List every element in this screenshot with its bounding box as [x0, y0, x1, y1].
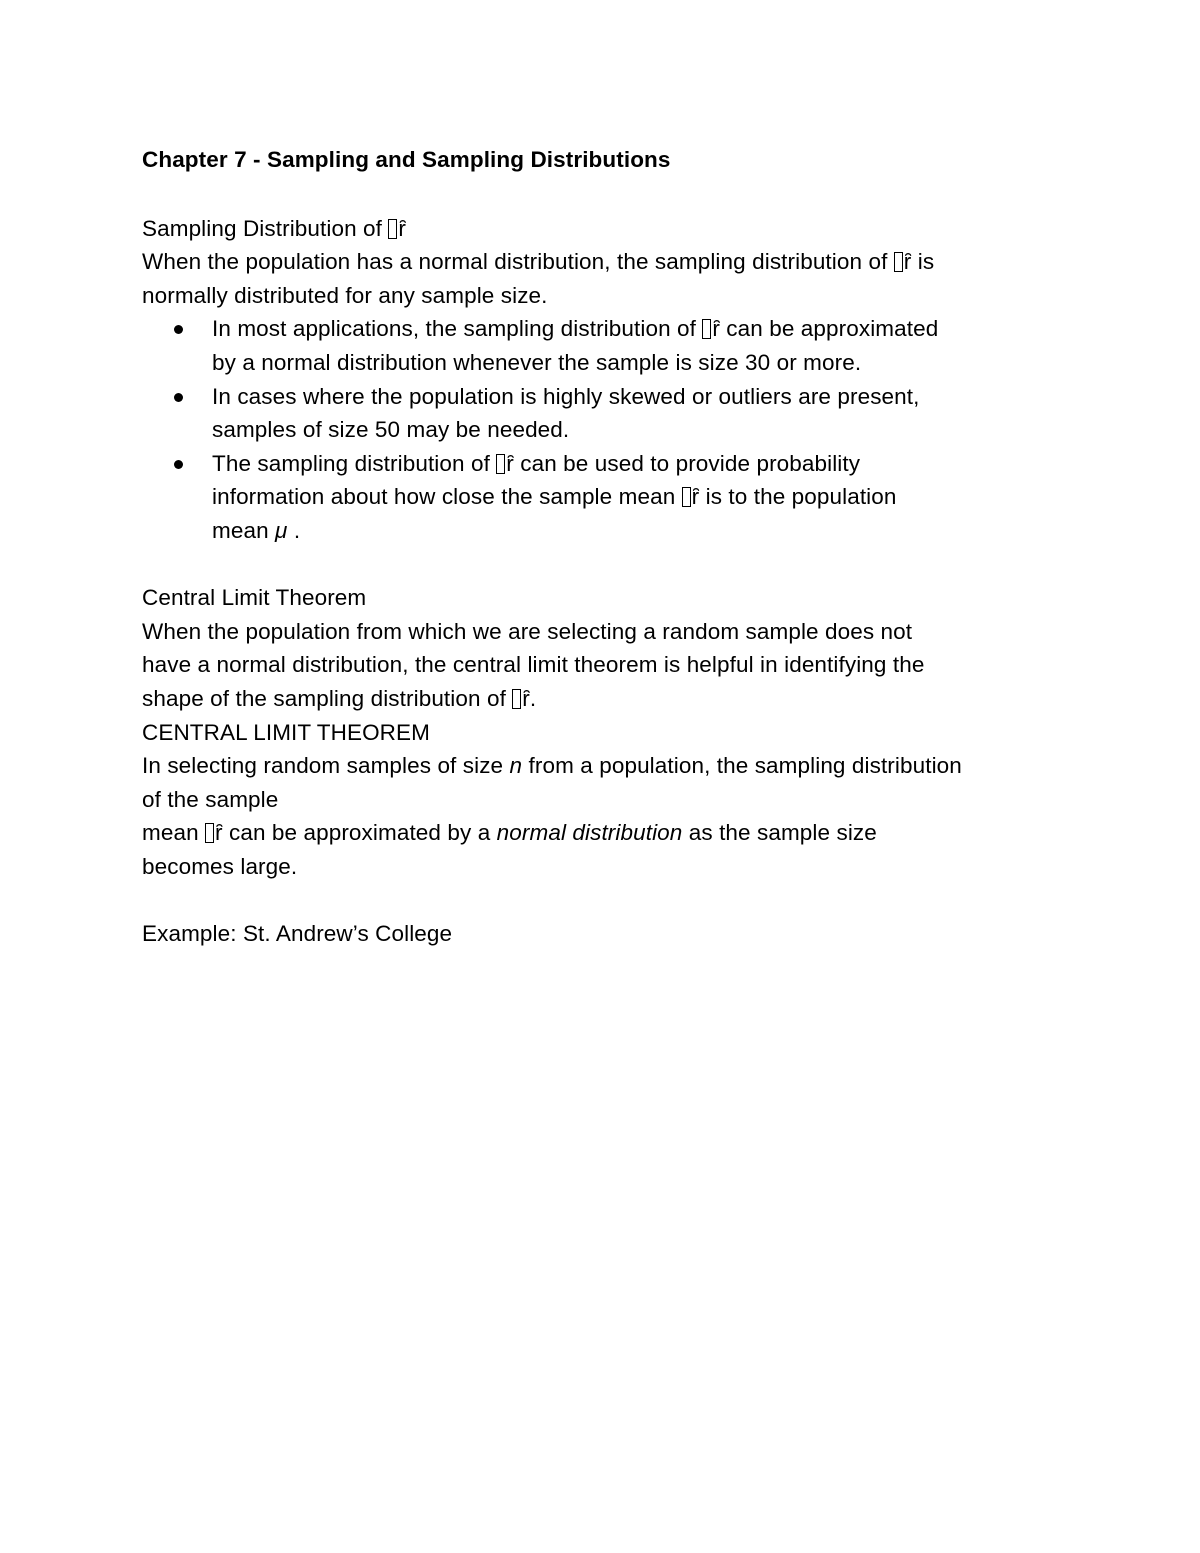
text-run: from a population, the sampling distribution [522, 753, 962, 779]
symbol: ȓ [215, 820, 223, 846]
mu-symbol: μ [275, 517, 288, 543]
section-heading-sampling-distribution [142, 212, 1072, 246]
bullet-line [212, 480, 1072, 514]
example-heading: Example: St. Andrew’s College [142, 921, 453, 947]
bullet-dot-icon [174, 325, 183, 334]
paragraph-line [142, 682, 1072, 716]
symbol: ȓ [398, 215, 406, 241]
section-heading-clt: Central Limit Theorem [142, 585, 367, 611]
text-run: The sampling distribution of [212, 450, 497, 476]
text-run: as the sample size [682, 820, 877, 846]
text-run: mean [142, 820, 206, 846]
text-run: is to the population [699, 484, 897, 510]
blank-line [142, 883, 1072, 917]
missing-glyph-box [205, 823, 214, 843]
n-variable: n [509, 753, 523, 779]
text-run: When the population has a normal distribution, the sampling distribution of [142, 249, 894, 275]
text-run: shape of the sampling distribution of [142, 685, 513, 711]
symbol: ȓ [522, 685, 530, 711]
paragraph-line: normally distributed for any sample size. [142, 282, 548, 308]
paragraph-line: of the sample [142, 786, 279, 812]
paragraph-line: When the population from which we are selecting a random sample does not [142, 618, 913, 644]
missing-glyph-box [682, 487, 691, 507]
paragraph-line: becomes large. [142, 853, 298, 879]
text-run: In selecting random samples of size [142, 753, 510, 779]
missing-glyph-box [388, 219, 397, 239]
bullet-list [142, 312, 1072, 547]
bullet-line: In cases where the population is highly skewed or outliers are present, [212, 383, 920, 409]
bullet-line: by a normal distribution whenever the sample is size 30 or more. [212, 349, 862, 375]
bullet-line [212, 447, 1072, 481]
paragraph-line [142, 816, 1072, 850]
missing-glyph-box [702, 319, 711, 339]
text-run: can be approximated [719, 316, 939, 342]
missing-glyph-box [512, 689, 521, 709]
clt-caps-heading: CENTRAL LIMIT THEOREM [142, 719, 430, 745]
bullet-item [142, 312, 1072, 379]
document-body [142, 142, 1072, 951]
text-run: . [287, 517, 301, 543]
bullet-line [212, 312, 1072, 346]
bullet-line [212, 514, 1072, 548]
text-run: In most applications, the sampling distribution of [212, 316, 703, 342]
symbol: ȓ [712, 316, 720, 342]
text-run: information about how close the sample mean [212, 484, 682, 510]
text-run: . [529, 685, 537, 711]
chapter-title: Chapter 7 - Sampling and Sampling Distributions [142, 147, 671, 172]
blank-line [142, 548, 1072, 582]
paragraph-line: have a normal distribution, the central limit theorem is helpful in identifying the [142, 652, 925, 678]
symbol: ȓ [506, 450, 514, 476]
symbol: ȓ [691, 484, 700, 510]
bullet-line: samples of size 50 may be needed. [212, 417, 570, 443]
missing-glyph-box [496, 454, 505, 474]
text-run: is [911, 249, 935, 275]
text-run: can be used to provide probability [513, 450, 861, 476]
text-run: mean [212, 517, 276, 543]
bullet-item [142, 380, 1072, 447]
bullet-item [142, 447, 1072, 548]
blank-line [142, 178, 1072, 212]
paragraph-line [142, 749, 1072, 783]
missing-glyph-box [894, 252, 903, 272]
text-run: can be approximated by a [222, 820, 497, 846]
normal-distribution-term: normal distribution [496, 820, 683, 846]
heading-text: Sampling Distribution of [142, 215, 389, 241]
bullet-dot-icon [174, 393, 183, 402]
symbol: ȓ [903, 249, 912, 275]
bullet-dot-icon [174, 460, 183, 469]
paragraph-line [142, 245, 1072, 279]
